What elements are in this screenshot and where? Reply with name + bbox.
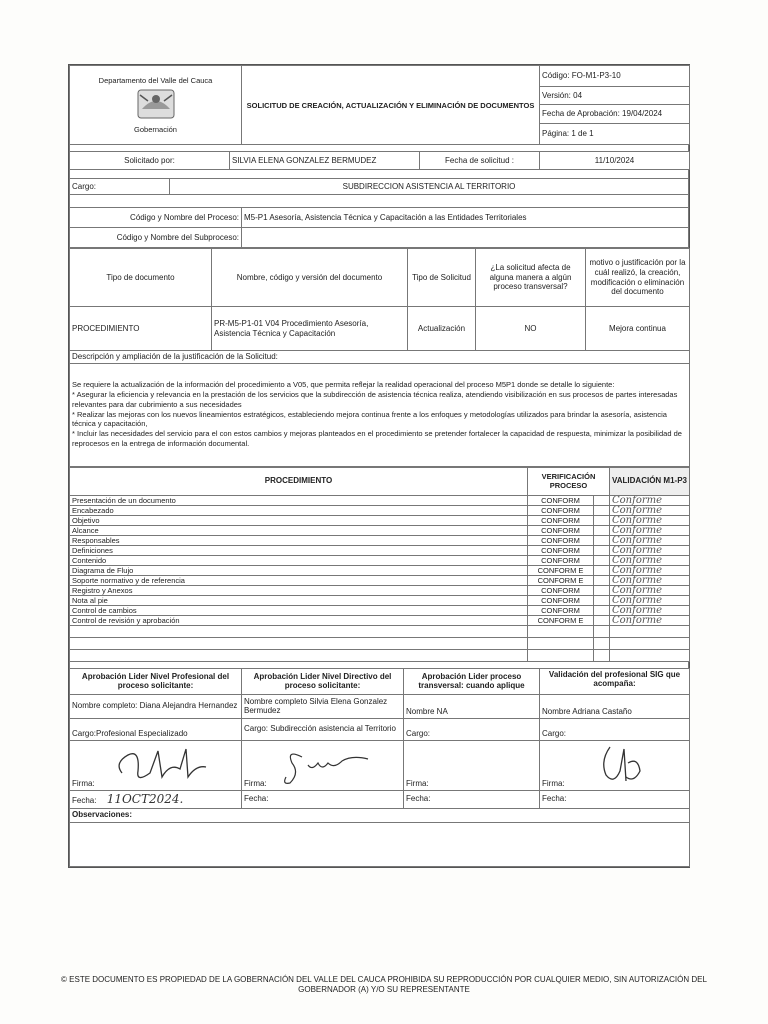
requested-by-label: Solicitado por: (70, 152, 230, 170)
justification-text (70, 363, 690, 466)
form-page: Página: 1 de 1 (540, 124, 690, 145)
verif-header-procedure: PROCEDIMIENTO (70, 467, 528, 495)
footer-line: © ESTE DOCUMENTO ES PROPIEDAD DE LA GOBERNACIÓN DEL VALLE DEL CAUCA PROHIBIDA SU REPRODUCCIÓN POR CUALQUIER MEDIO, SIN AUTORIZACIÓN DEL (61, 975, 707, 984)
validation-status: Conforme (610, 525, 690, 535)
verification-row (70, 535, 690, 545)
verification-status: CONFORM (528, 605, 594, 615)
verification-item: Objetivo (70, 515, 528, 525)
office-name: Gobernación (134, 125, 177, 135)
validation-status: Conforme (610, 605, 690, 615)
validation-status: Conforme (610, 495, 690, 505)
approval-name: Nombre Adriana Castaño (540, 694, 690, 718)
validation-status: Conforme (610, 565, 690, 575)
approval-header-sig: Validación del profesional SIG que acompaña: (540, 668, 690, 694)
verification-status: CONFORM E (528, 615, 594, 625)
header-logo-cell (70, 66, 242, 145)
verification-item: Alcance (70, 525, 528, 535)
justification-label: Descripción y ampliación de la justificación de la Solicitud: (70, 351, 690, 364)
verification-status: CONFORM (528, 495, 594, 505)
process-table (69, 207, 689, 248)
approval-name: Nombre completo: Diana Alejandra Hernandez (70, 694, 242, 718)
verification-item: Responsables (70, 535, 528, 545)
doc-reason-value: Mejora continua (586, 307, 690, 351)
approval-header-directive: Aprobación Lider Nivel Directivo del proceso solicitante: (242, 668, 404, 694)
verification-item: Registro y Anexos (70, 585, 528, 595)
approval-header-transversal: Aprobación Lider proceso transversal: cuando aplique (404, 668, 540, 694)
justification-paragraph: * Asegurar la eficiencia y relevancia en la prestación de los servicios que la subdirección de asistencia técnica realiza, atendiendo visibilización en sus procesos de partes interesadas relevantes para dar cubrimiento a sus necesidades (72, 390, 678, 409)
signature-label: Firma: (404, 740, 540, 790)
verif-header-validation: VALIDACIÓN M1-P3 (610, 467, 690, 495)
verification-row (70, 505, 690, 515)
department-name: Departamento del Valle del Cauca (98, 75, 213, 85)
verification-item: Presentación de un documento (70, 495, 528, 505)
date-label: Fecha: (72, 795, 97, 805)
signature-image (110, 743, 220, 787)
validation-status: Conforme (610, 595, 690, 605)
signature-label: Firma: (542, 779, 565, 788)
approval-header-professional: Aprobación Lider Nivel Profesional del proceso solicitante: (70, 668, 242, 694)
footer-line: GOBERNADOR (A) Y/O SU REPRESENTANTE (298, 985, 470, 995)
signature-cell (70, 740, 242, 790)
verification-table (69, 467, 690, 662)
doc-name-value: PR-M5-P1-01 V04 Procedimiento Asesoría, Asistencia Técnica y Capacitación (212, 307, 408, 351)
verification-row (70, 515, 690, 525)
verification-row (70, 585, 690, 595)
header-table (69, 65, 690, 145)
verification-status: CONFORM (528, 545, 594, 555)
signature-label: Firma: (72, 779, 95, 788)
requested-by-value: SILVIA ELENA GONZALEZ BERMUDEZ (230, 152, 420, 170)
verification-item: Soporte normativo y de referencia (70, 575, 528, 585)
verification-item: Contenido (70, 555, 528, 565)
verification-item: Definiciones (70, 545, 528, 555)
signature-cell (540, 740, 690, 790)
verification-status: CONFORM E (528, 575, 594, 585)
verification-row (70, 525, 690, 535)
approval-position: Cargo: (540, 718, 690, 740)
verification-status: CONFORM (528, 515, 594, 525)
requester-table (69, 151, 690, 170)
approval-name: Nombre NA (404, 694, 540, 718)
verification-row (70, 555, 690, 565)
date-label: Fecha: (404, 790, 540, 808)
validation-status: Conforme (610, 615, 690, 625)
verification-row (70, 575, 690, 585)
form-approval-date: Fecha de Aprobación: 19/04/2024 (540, 105, 690, 124)
verification-row (70, 565, 690, 575)
verification-status: CONFORM E (528, 565, 594, 575)
verification-row (70, 545, 690, 555)
observations-value (70, 822, 690, 866)
request-form (68, 64, 690, 868)
validation-status: Conforme (610, 515, 690, 525)
doc-type-value: PROCEDIMIENTO (70, 307, 212, 351)
verification-item: Diagrama de Flujo (70, 565, 528, 575)
validation-status: Conforme (610, 505, 690, 515)
validation-status: Conforme (610, 555, 690, 565)
approval-date-cell (70, 790, 242, 808)
verification-item: Encabezado (70, 505, 528, 515)
validation-status: Conforme (610, 585, 690, 595)
verification-item: Nota al pie (70, 595, 528, 605)
doc-header-type: Tipo de documento (70, 249, 212, 307)
approval-position: Cargo: Subdirección asistencia al Territorio (242, 718, 404, 740)
verification-status: CONFORM (528, 525, 594, 535)
validation-status: Conforme (610, 575, 690, 585)
doc-transversal-value: NO (476, 307, 586, 351)
verification-item: Control de cambios (70, 605, 528, 615)
footer-notice (40, 975, 728, 996)
doc-header-reason: motivo o justificación por la cuál realizó, la creación, modificación o eliminación del documento (586, 249, 690, 307)
date-label: Fecha: (242, 790, 404, 808)
position-table (69, 178, 689, 195)
observations-label: Observaciones: (70, 808, 690, 822)
verification-status: CONFORM (528, 505, 594, 515)
process-label: Código y Nombre del Proceso: (70, 208, 242, 228)
approval-position: Cargo: (404, 718, 540, 740)
justification-paragraph: * Realizar las mejoras con los nuevos lineamientos estratégicos, estableciendo mejora continua frente a los enfoques y metodologías utilizados para brindar la asesoría, asistencia técnica y capacitación, (72, 409, 667, 429)
signature-label: Firma: (244, 779, 267, 788)
doc-header-name: Nombre, código y versión del documento (212, 249, 408, 307)
form-code: Código: FO-M1-P3-10 (540, 66, 690, 87)
subprocess-value (242, 228, 689, 248)
verification-row (70, 495, 690, 505)
position-label: Cargo: (70, 179, 170, 195)
verification-status: CONFORM (528, 595, 594, 605)
coat-of-arms-icon (134, 87, 178, 121)
request-date-label: Fecha de solicitud : (420, 152, 540, 170)
verification-row (70, 595, 690, 605)
approval-name: Nombre completo Silvia Elena Gonzalez Bermudez (242, 694, 404, 718)
verification-status: CONFORM (528, 535, 594, 545)
subprocess-label: Código y Nombre del Subproceso: (70, 228, 242, 248)
doc-header-transversal: ¿La solicitud afecta de alguna manera a algún proceso transversal? (476, 249, 586, 307)
form-version: Versión: 04 (540, 87, 690, 105)
verification-item: Control de revisión y aprobación (70, 615, 528, 625)
document-table (69, 248, 690, 467)
verif-header-verification: VERIFICACIÓN PROCESO (528, 467, 610, 495)
validation-status: Conforme (610, 535, 690, 545)
handwritten-date: 11OCT2024. (106, 791, 184, 806)
verification-row (70, 605, 690, 615)
justification-paragraph: * Incluir las necesidades del servicio para el con estos cambios y mejoras planteados en el procedimiento se pretender fortalecer la capacidad de respuesta, minimizar la posibilidad de reprocesos en la entrega de información documental. (72, 429, 682, 448)
process-value: M5-P1 Asesoría, Asistencia Técnica y Capacitación a las Entidades Territoriales (242, 208, 689, 228)
signature-cell (242, 740, 404, 790)
request-date-value: 11/10/2024 (540, 152, 690, 170)
verification-row (70, 615, 690, 625)
approval-position: Cargo:Profesional Especializado (70, 718, 242, 740)
signature-image (590, 741, 650, 789)
date-label: Fecha: (540, 790, 690, 808)
position-value: SUBDIRECCION ASISTENCIA AL TERRITORIO (170, 179, 689, 195)
signature-image (272, 741, 392, 789)
verification-status: CONFORM (528, 585, 594, 595)
justification-paragraph: Se requiere la actualización de la información del procedimiento a V05, que permita reflejar la realidad operacional del proceso M5P1 donde se detalle lo siguiente: (72, 380, 615, 390)
approvals-table (69, 668, 690, 867)
form-title: SOLICITUD DE CREACIÓN, ACTUALIZACIÓN Y ELIMINACIÓN DE DOCUMENTOS (242, 66, 540, 145)
doc-request-type-value: Actualización (408, 307, 476, 351)
doc-header-request-type: Tipo de Solicitud (408, 249, 476, 307)
validation-status: Conforme (610, 545, 690, 555)
verification-status: CONFORM (528, 555, 594, 565)
